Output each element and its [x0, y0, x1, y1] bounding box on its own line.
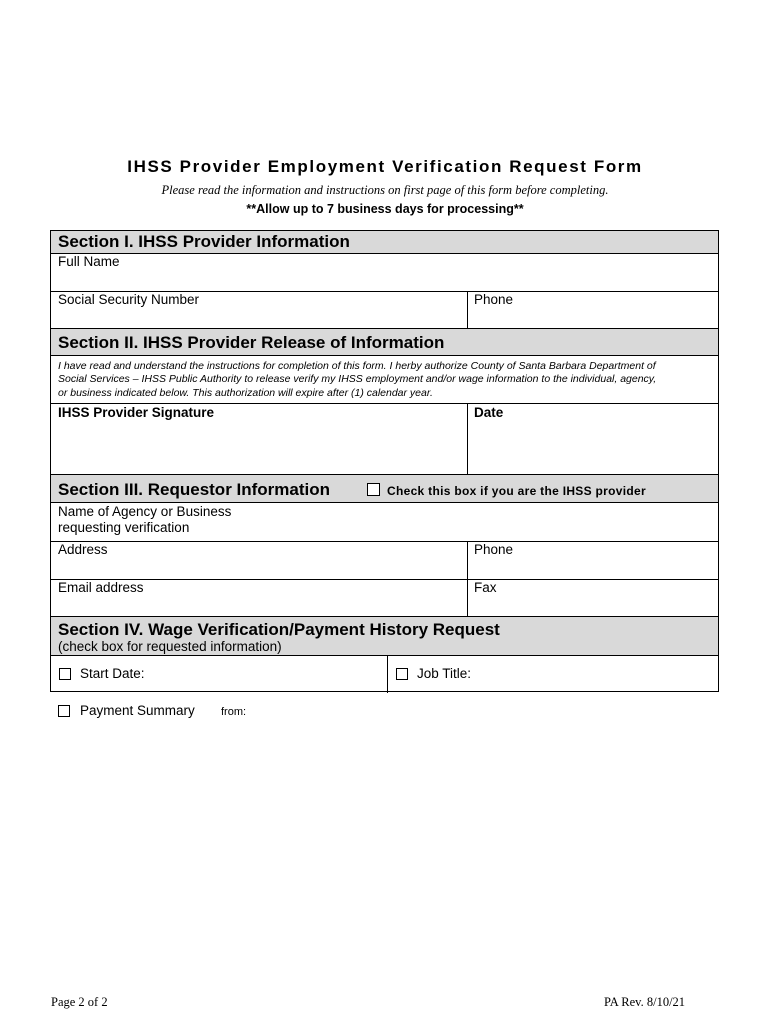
job-title-checkbox[interactable] — [396, 668, 408, 680]
date-label: Date — [474, 405, 504, 420]
section-4-header — [51, 616, 718, 656]
divider — [51, 403, 718, 404]
processing-notice: **Allow up to 7 business days for processing** — [246, 202, 524, 216]
email-field[interactable] — [51, 595, 467, 616]
start-date-label: Start Date: — [80, 666, 145, 681]
page-number: Page 2 of 2 — [51, 995, 108, 1009]
start-date-checkbox[interactable] — [59, 668, 71, 680]
section-2-title: Section II. IHSS Provider Release of Information — [58, 333, 445, 352]
section-4-subtitle: (check box for requested information) — [58, 639, 282, 654]
signature-field[interactable] — [51, 423, 467, 474]
divider — [387, 656, 388, 693]
section-2-header — [51, 328, 718, 356]
signature-label: IHSS Provider Signature — [58, 405, 215, 420]
section-1-header — [51, 231, 718, 254]
section-3-title: Section III. Requestor Information — [58, 480, 331, 499]
section-3-header — [51, 474, 718, 503]
agency-name-label — [58, 504, 231, 536]
requestor-phone-label: Phone — [474, 542, 514, 557]
release-authorization-text — [58, 360, 718, 400]
release-text-line: I have read and understand the instructions for completion of this form. I herby authorize County of Santa Barbara Department of — [58, 360, 656, 372]
payment-summary-label: Payment Summary — [80, 703, 195, 718]
address-field[interactable] — [51, 557, 467, 578]
ssn-field[interactable] — [51, 307, 467, 328]
section-1-title: Section I. IHSS Provider Information — [58, 232, 350, 251]
full-name-field[interactable] — [51, 269, 718, 290]
email-label: Email address — [58, 580, 144, 595]
date-field[interactable] — [468, 423, 718, 474]
agency-name-field[interactable] — [251, 504, 718, 540]
release-text-line: Social Services – IHSS Public Authority to release verify my IHSS employment and/or wage information to the individual, agency, — [58, 373, 657, 386]
form-title: IHSS Provider Employment Verification Request Form — [127, 157, 643, 176]
from-label: from: — [221, 706, 247, 718]
divider — [51, 579, 718, 580]
ssn-label: Social Security Number — [58, 292, 200, 307]
provider-phone-label: Phone — [474, 292, 514, 307]
fax-label: Fax — [474, 580, 497, 595]
section-4-title: Section IV. Wage Verification/Payment History Request — [58, 620, 500, 639]
is-provider-checkbox[interactable] — [367, 483, 380, 496]
requestor-phone-field[interactable] — [468, 557, 718, 578]
form-instructions-note: Please read the information and instructions on first page of this form before completing. — [161, 183, 609, 197]
agency-name-label-line: requesting verification — [58, 520, 190, 535]
revision-label: PA Rev. 8/10/21 — [604, 995, 686, 1009]
address-label: Address — [58, 542, 108, 557]
is-provider-checkbox-label: Check this box if you are the IHSS provider — [387, 484, 646, 498]
verification-form — [50, 230, 719, 692]
fax-field[interactable] — [468, 595, 718, 616]
full-name-label: Full Name — [58, 254, 120, 269]
release-text-line: or business indicated below. This authorization will expire after (1) calendar year. — [58, 386, 433, 399]
payment-summary-checkbox[interactable] — [58, 705, 70, 717]
provider-phone-field[interactable] — [468, 307, 718, 328]
divider — [51, 541, 718, 542]
agency-name-label-line: Name of Agency or Business — [58, 504, 232, 519]
job-title-label: Job Title: — [417, 666, 472, 681]
